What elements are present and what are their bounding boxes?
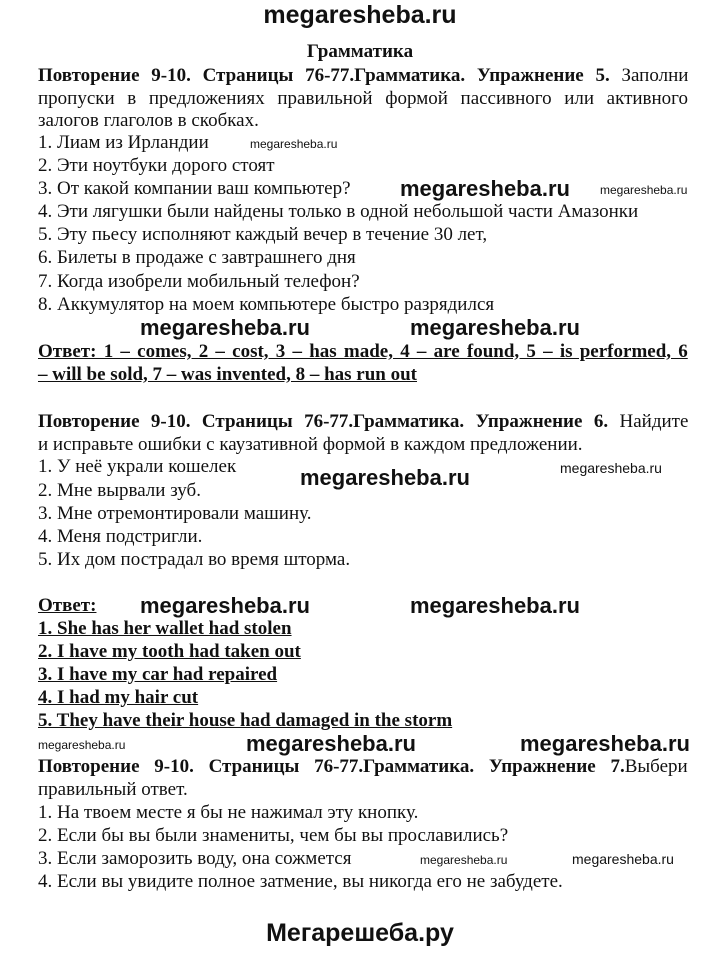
section-title: Грамматика [306, 41, 414, 62]
ex6-item: 1. У неё украли кошелек [38, 456, 237, 477]
watermark-small: megaresheba.ru [250, 137, 338, 151]
ex6-answer: 4. I had my hair cut [38, 687, 199, 708]
watermark-small: megaresheba.ru [420, 853, 508, 867]
ex7-text-line: правильный ответ. [38, 779, 188, 800]
watermark: megaresheba.ru [246, 731, 416, 756]
ex7-item: 3. Если заморозить воду, она сожмется [38, 848, 352, 869]
footer-watermark: Мегарешеба.ру [266, 919, 454, 947]
watermark-small: megaresheba.ru [600, 183, 688, 197]
ex5-text-line: залогов глаголов в скобках. [38, 110, 259, 131]
ex6-item: 4. Меня подстригли. [38, 526, 203, 547]
ex7-item: 4. Если вы увидите полное затмение, вы никогда его не забудете. [38, 871, 563, 892]
ex7-item: 2. Если бы вы были знамениты, чем бы вы прославились? [38, 825, 509, 846]
ex5-item: 4. Эти лягушки были найдены только в одной небольшой части Амазонки [38, 201, 639, 222]
ex6-item: 3. Мне отремонтировали машину. [38, 503, 312, 524]
ex6-heading-line: Повторение 9-10. Страницы 76-77.Грамматика. Упражнение 6. Найдите [38, 411, 689, 432]
ex6-text-line: и исправьте ошибки с каузативной формой в каждом предложении. [38, 434, 583, 455]
watermark-small: megaresheba.ru [38, 738, 126, 752]
ex6-answer: 1. She has her wallet had stolen [38, 618, 292, 639]
watermark: megaresheba.ru [410, 315, 580, 340]
ex7-heading-line: Повторение 9-10. Страницы 76-77.Грамматика. Упражнение 7.Выбери [38, 756, 688, 777]
ex5-item: 1. Лиам из Ирландии [38, 132, 209, 153]
ex7-item: 1. На твоем месте я бы не нажимал эту кнопку. [38, 802, 419, 823]
watermark: megaresheba.ru [400, 176, 570, 201]
watermark: megaresheba.ru [520, 731, 690, 756]
ex5-item: 3. От какой компании ваш компьютер? [38, 178, 351, 199]
ex5-item: 5. Эту пьесу исполняют каждый вечер в течение 30 лет, [38, 224, 488, 245]
site-title-watermark: megaresheba.ru [263, 1, 457, 29]
watermark-small: megaresheba.ru [560, 460, 662, 476]
ex6-answer-label: Ответ: [38, 595, 97, 616]
ex6-item: 5. Их дом пострадал во время шторма. [38, 549, 351, 570]
watermark: megaresheba.ru [140, 593, 310, 618]
ex5-item: 2. Эти ноутбуки дорого стоят [38, 155, 275, 176]
watermark: megaresheba.ru [140, 315, 310, 340]
ex5-item: 7. Когда изобрели мобильный телефон? [38, 271, 360, 292]
ex5-answer: Ответ: 1 – comes, 2 – cost, 3 – has made, 4 – are found, 5 – is performed, 6 [38, 341, 688, 362]
watermark: megaresheba.ru [300, 465, 470, 490]
ex5-item: 6. Билеты в продаже с завтрашнего дня [38, 247, 356, 268]
watermark: megaresheba.ru [410, 593, 580, 618]
ex6-answer: 5. They have their house had damaged in the storm [38, 710, 453, 731]
ex6-item: 2. Мне вырвали зуб. [38, 480, 201, 501]
ex5-item: 8. Аккумулятор на моем компьютере быстро разрядился [38, 294, 495, 315]
ex5-heading-line: Повторение 9-10. Страницы 76-77.Грамматика. Упражнение 5. Заполни [38, 65, 689, 86]
ex5-answer: – will be sold, 7 – was invented, 8 – has run out [38, 364, 418, 385]
ex6-answer: 2. I have my tooth had taken out [38, 641, 301, 662]
ex5-text-line: пропуски в предложениях правильной формой пассивного или активного [38, 88, 688, 109]
ex6-answer: 3. I have my car had repaired [38, 664, 278, 685]
watermark-small: megaresheba.ru [572, 851, 674, 867]
